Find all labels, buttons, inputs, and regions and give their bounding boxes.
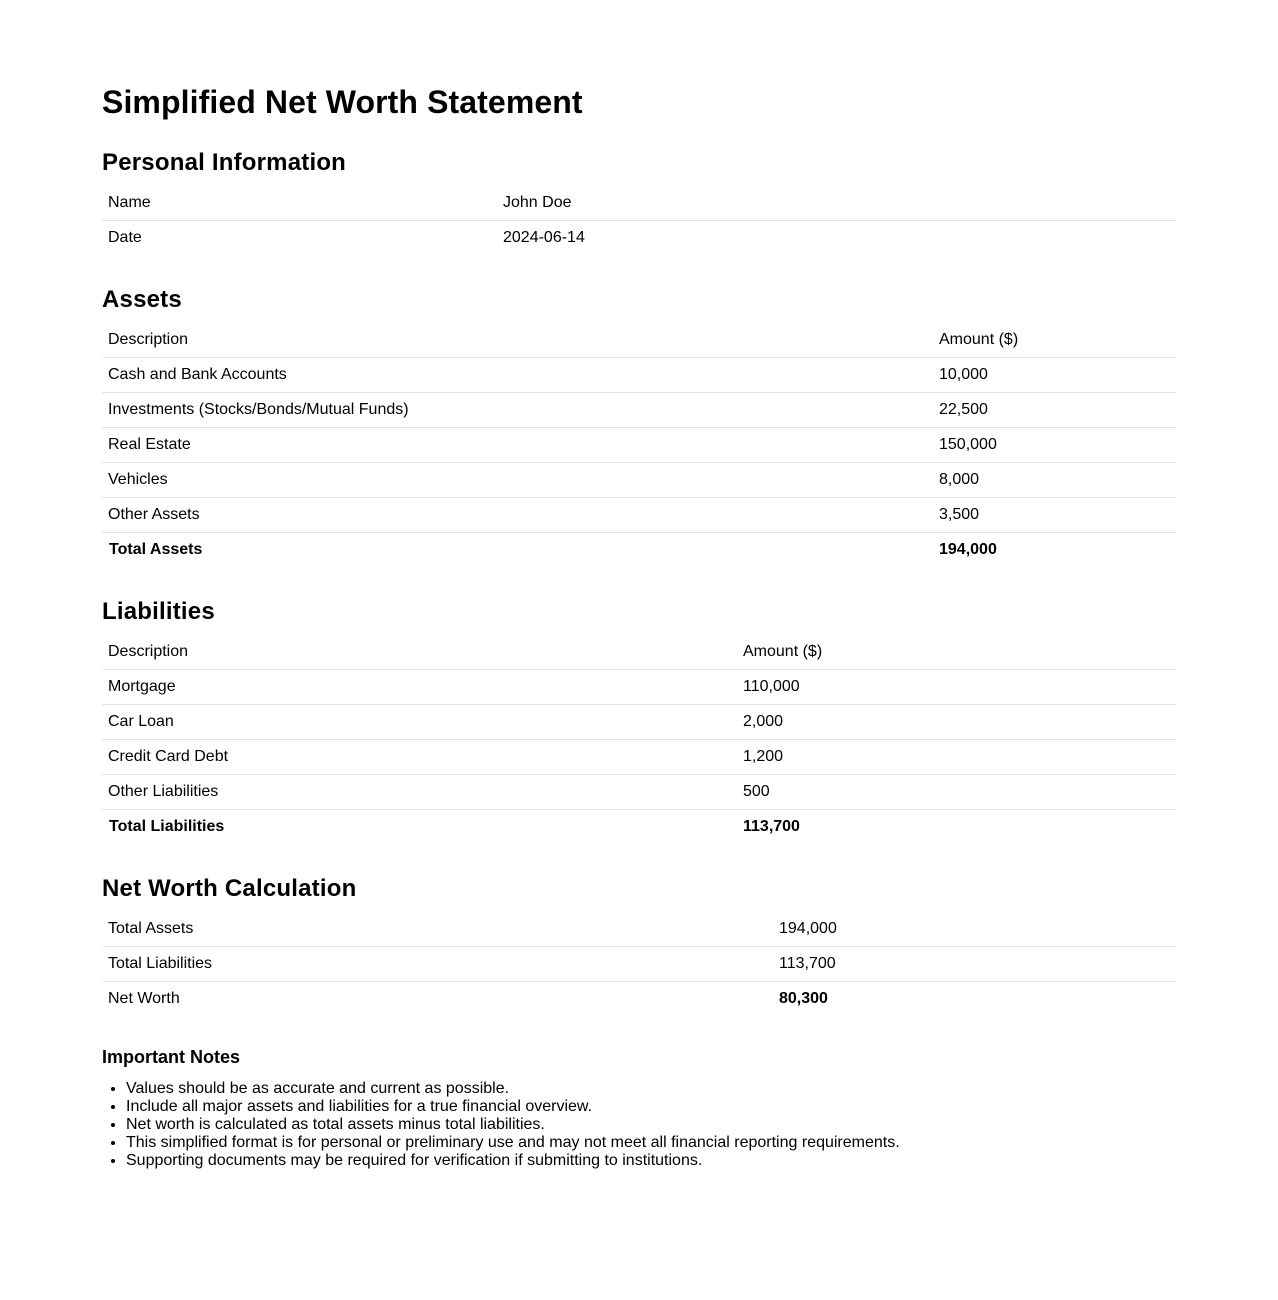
nw-assets-label: Total Assets — [102, 912, 773, 947]
nw-liabilities-label: Total Liabilities — [102, 947, 773, 982]
net-worth-table — [102, 912, 1176, 1016]
personal-row-name — [102, 186, 1176, 221]
list-item: • Supporting documents may be required for verification if submitting to institutions. — [126, 1152, 900, 1170]
asset-description: Investments (Stocks/Bonds/Mutual Funds) — [102, 393, 933, 428]
asset-amount: 10,000 — [933, 358, 1176, 393]
list-item: • This simplified format is for personal or preliminary use and may not meet all financial reporting requirements. — [126, 1134, 900, 1152]
table-row — [102, 463, 1176, 498]
table-row — [102, 670, 1176, 705]
list-item: • Net worth is calculated as total assets minus total liabilities. — [126, 1116, 900, 1134]
assets-heading: Assets — [102, 286, 182, 313]
page-title: Simplified Net Worth Statement — [102, 84, 583, 120]
personal-row-date — [102, 221, 1176, 256]
asset-description: Other Assets — [102, 498, 933, 533]
list-item: • Values should be as accurate and current as possible. — [126, 1080, 900, 1098]
name-label: Name — [102, 186, 497, 221]
table-row — [102, 358, 1176, 393]
asset-amount: 22,500 — [933, 393, 1176, 428]
liabilities-table — [102, 635, 1176, 844]
liability-amount: 2,000 — [737, 705, 1176, 740]
assets-col-amount: Amount ($) — [933, 323, 1176, 358]
liabilities-total-row — [102, 810, 1176, 845]
liability-description: Car Loan — [102, 705, 737, 740]
liabilities-header-row — [102, 635, 1176, 670]
personal-info-table — [102, 186, 1176, 255]
notes-heading: Important Notes — [102, 1047, 241, 1067]
table-row — [102, 775, 1176, 810]
table-row — [102, 428, 1176, 463]
assets-header-row — [102, 323, 1176, 358]
net-worth-row-total — [102, 982, 1176, 1017]
asset-description: Real Estate — [102, 428, 933, 463]
liability-amount: 500 — [737, 775, 1176, 810]
list-item: • Include all major assets and liabilities for a true financial overview. — [126, 1098, 900, 1116]
net-worth-label: Net Worth — [108, 990, 180, 1007]
personal-info-heading: Personal Information — [102, 149, 347, 176]
liability-description: Credit Card Debt — [102, 740, 737, 775]
table-row — [102, 740, 1176, 775]
date-value: 2024-06-14 — [503, 229, 585, 246]
liability-description: Mortgage — [102, 670, 737, 705]
liability-description: Other Liabilities — [102, 775, 737, 810]
table-row — [102, 498, 1176, 533]
liability-amount: 1,200 — [737, 740, 1176, 775]
assets-total-label: Total Assets — [109, 541, 203, 558]
date-label: Date — [108, 229, 142, 246]
liability-amount: 110,000 — [737, 670, 1176, 705]
liabilities-heading: Liabilities — [102, 598, 215, 625]
assets-total-value: 194,000 — [939, 541, 997, 558]
table-row — [102, 393, 1176, 428]
name-value: John Doe — [497, 186, 1176, 221]
net-worth-row-liabilities — [102, 947, 1176, 982]
liabilities-total-label: Total Liabilities — [109, 818, 225, 835]
assets-table — [102, 323, 1176, 567]
asset-amount: 3,500 — [933, 498, 1176, 533]
liabilities-total-value: 113,700 — [743, 818, 800, 835]
nw-liabilities-value: 113,700 — [773, 947, 1176, 982]
table-row — [102, 705, 1176, 740]
net-worth-heading: Net Worth Calculation — [102, 875, 357, 902]
asset-description: Vehicles — [102, 463, 933, 498]
net-worth-row-assets — [102, 912, 1176, 947]
asset-amount: 8,000 — [933, 463, 1176, 498]
notes-list — [102, 1080, 900, 1170]
asset-description: Cash and Bank Accounts — [102, 358, 933, 393]
liabilities-col-amount: Amount ($) — [737, 635, 1176, 670]
asset-amount: 150,000 — [933, 428, 1176, 463]
net-worth-value: 80,300 — [779, 990, 828, 1007]
nw-assets-value: 194,000 — [773, 912, 1176, 947]
assets-col-description: Description — [102, 323, 933, 358]
assets-total-row — [102, 533, 1176, 568]
liabilities-col-description: Description — [102, 635, 737, 670]
